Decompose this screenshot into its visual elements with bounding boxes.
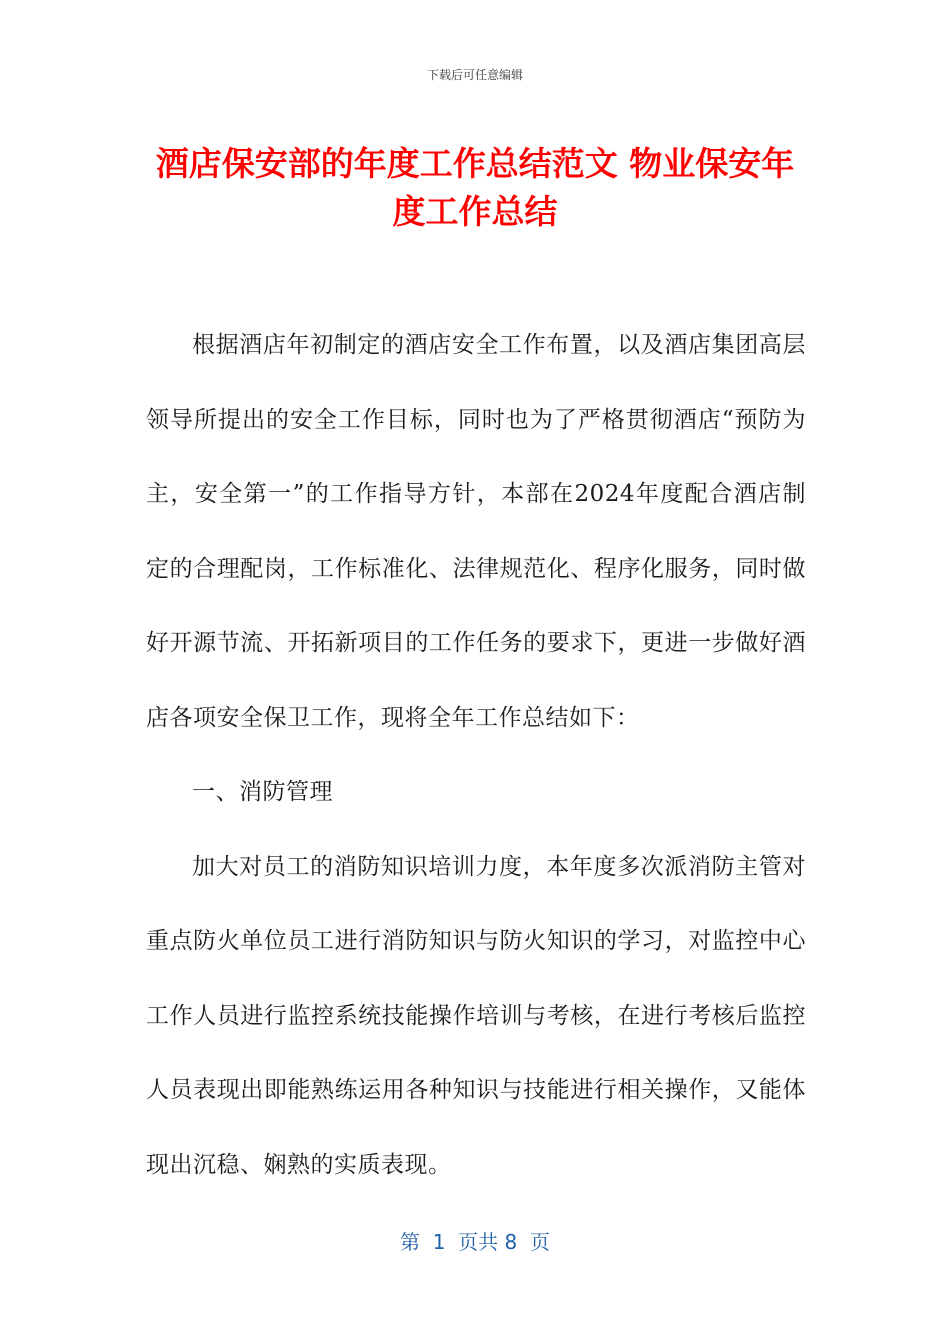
- header-note: 下载后可任意编辑: [426, 68, 523, 82]
- page-number: 第 1 页共 8 页: [400, 1230, 550, 1254]
- section-heading-fire-management: 一、消防管理: [192, 779, 333, 805]
- document-title: 酒店保安部的年度工作总结范文 物业保安年度工作总结: [155, 144, 795, 231]
- paragraph-fire-training: 加大对员工的消防知识培训力度，本年度多次派消防主管对重点防火单位员工进行消防知识与防火知识的学习，对监控中心工作人员进行监控系统技能操作培训与考核，在进行考核后监控人员表现出即能熟练运用各种知识与技能进行相关操作，又能体现出沉稳、娴熟的实质表现。: [146, 853, 806, 1178]
- document-body: [146, 308, 806, 1202]
- paragraph-intro: 根据酒店年初制定的酒店安全工作布置，以及酒店集团高层领导所提出的安全工作目标，同时也为了严格贯彻酒店“预防为主，安全第一”的工作指导方针，本部在2024年度配合酒店制定的合理配岗，工作标准化、法律规范化、程序化服务，同时做好开源节流、开拓新项目的工作任务的要求下，更进一步做好酒店各项安全保卫工作，现将全年工作总结如下：: [146, 332, 806, 731]
